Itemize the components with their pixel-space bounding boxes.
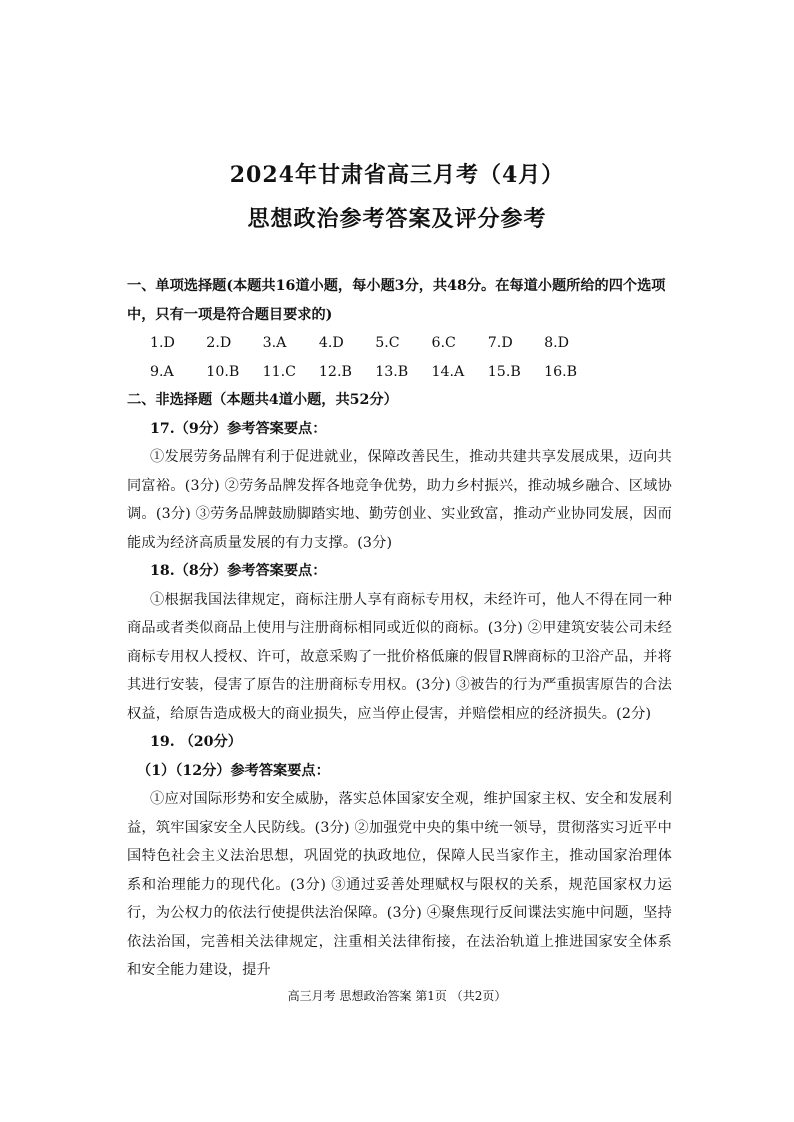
answer-item: 9.A xyxy=(150,363,174,380)
section2-heading: 二、非选择题（本题共4道小题，共52分） xyxy=(127,392,398,408)
section1-heading: 一、单项选择题(本题共16道小题，每小题3分，共48分。在每道小题所给的四个选项中，只有一项是符合题目要求的) xyxy=(127,278,666,323)
document-subtitle: 思想政治参考答案及评分参考 xyxy=(247,206,547,232)
answer-row-2 xyxy=(127,358,672,387)
answer-item: 11.C xyxy=(262,363,297,380)
answer-item: 12.B xyxy=(318,363,352,380)
q19-sub1-title: （1）（12分）参考答案要点： xyxy=(137,762,330,779)
q18-answer: ①根据我国法律规定，商标注册人享有商标专用权，未经许可，他人不得在同一种商品或者类似商品上使用与注册商标相同或近似的商标。(3分) ②甲建筑安装公司未经商标专用权人授权、许可，故意采购了一批价格低廉的假冒R牌商标的卫浴产品，并将其进行安装，侵害了原告的注册商标专用权。(3分) ③被告的行为严重损害原告的合法权益，给原告造成极大的商业损失，应当停止侵害，并赔偿相应的经济损失。(2分) xyxy=(127,591,672,722)
answer-item: 1.D xyxy=(150,335,175,351)
answer-item: 16.B xyxy=(544,363,578,380)
q19-sub1-answer: ①应对国际形势和安全威胁，落实总体国家安全观，维护国家主权、安全和发展利益，筑牢国家安全人民防线。(3分) ②加强党中央的集中统一领导，贯彻落实习近平中国特色社会主义法治思想，巩固党的执政地位，保障人民当家作主，推动国家治理体系和治理能力的现代化。(3分) ③通过妥善处理赋权与限权的关系，规范国家权力运行，为公权力的依法行使提供法治保障。(3分) ④聚焦现行反间谍法实施中问题，坚持依法治国，完善相关法律规定，注重相关法律衔接，在法治轨道上推进国家安全体系和安全能力建设，提升 xyxy=(127,791,672,978)
answer-content xyxy=(127,272,672,985)
answer-item: 6.C xyxy=(431,335,456,351)
answer-row-1 xyxy=(127,329,672,358)
answer-item: 3.A xyxy=(262,335,287,351)
answer-item: 15.B xyxy=(487,363,521,380)
document-title: 2024年甘肃省高三月考（4月） xyxy=(229,162,565,188)
answer-item: 2.D xyxy=(206,335,232,351)
page-footer: 高三月考 思想政治答案 第1页 （共2页） xyxy=(287,989,507,1003)
answer-item: 14.A xyxy=(431,363,465,380)
answer-item: 8.D xyxy=(544,335,569,351)
answer-item: 13.B xyxy=(375,363,409,380)
q17-answer: ①发展劳务品牌有利于促进就业，保障改善民生，推动共建共享发展成果，迈向共同富裕。(3分) ②劳务品牌发挥各地竞争优势，助力乡村振兴，推动城乡融合、区域协调。(3分) ③劳务品牌鼓励脚踏实地、勤劳创业、实业致富，推动产业协同发展，因而能成为经济高质量发展的有力支撑。(3分) xyxy=(127,449,672,551)
q18-title: 18.（8分）参考答案要点： xyxy=(150,563,327,579)
answer-item: 7.D xyxy=(487,335,513,351)
answer-item: 4.D xyxy=(318,335,344,351)
q19-title: 19. （20分） xyxy=(150,734,242,750)
answer-item: 5.C xyxy=(375,335,400,351)
answer-item: 10.B xyxy=(206,363,240,380)
q17-title: 17.（9分）参考答案要点： xyxy=(150,420,327,437)
